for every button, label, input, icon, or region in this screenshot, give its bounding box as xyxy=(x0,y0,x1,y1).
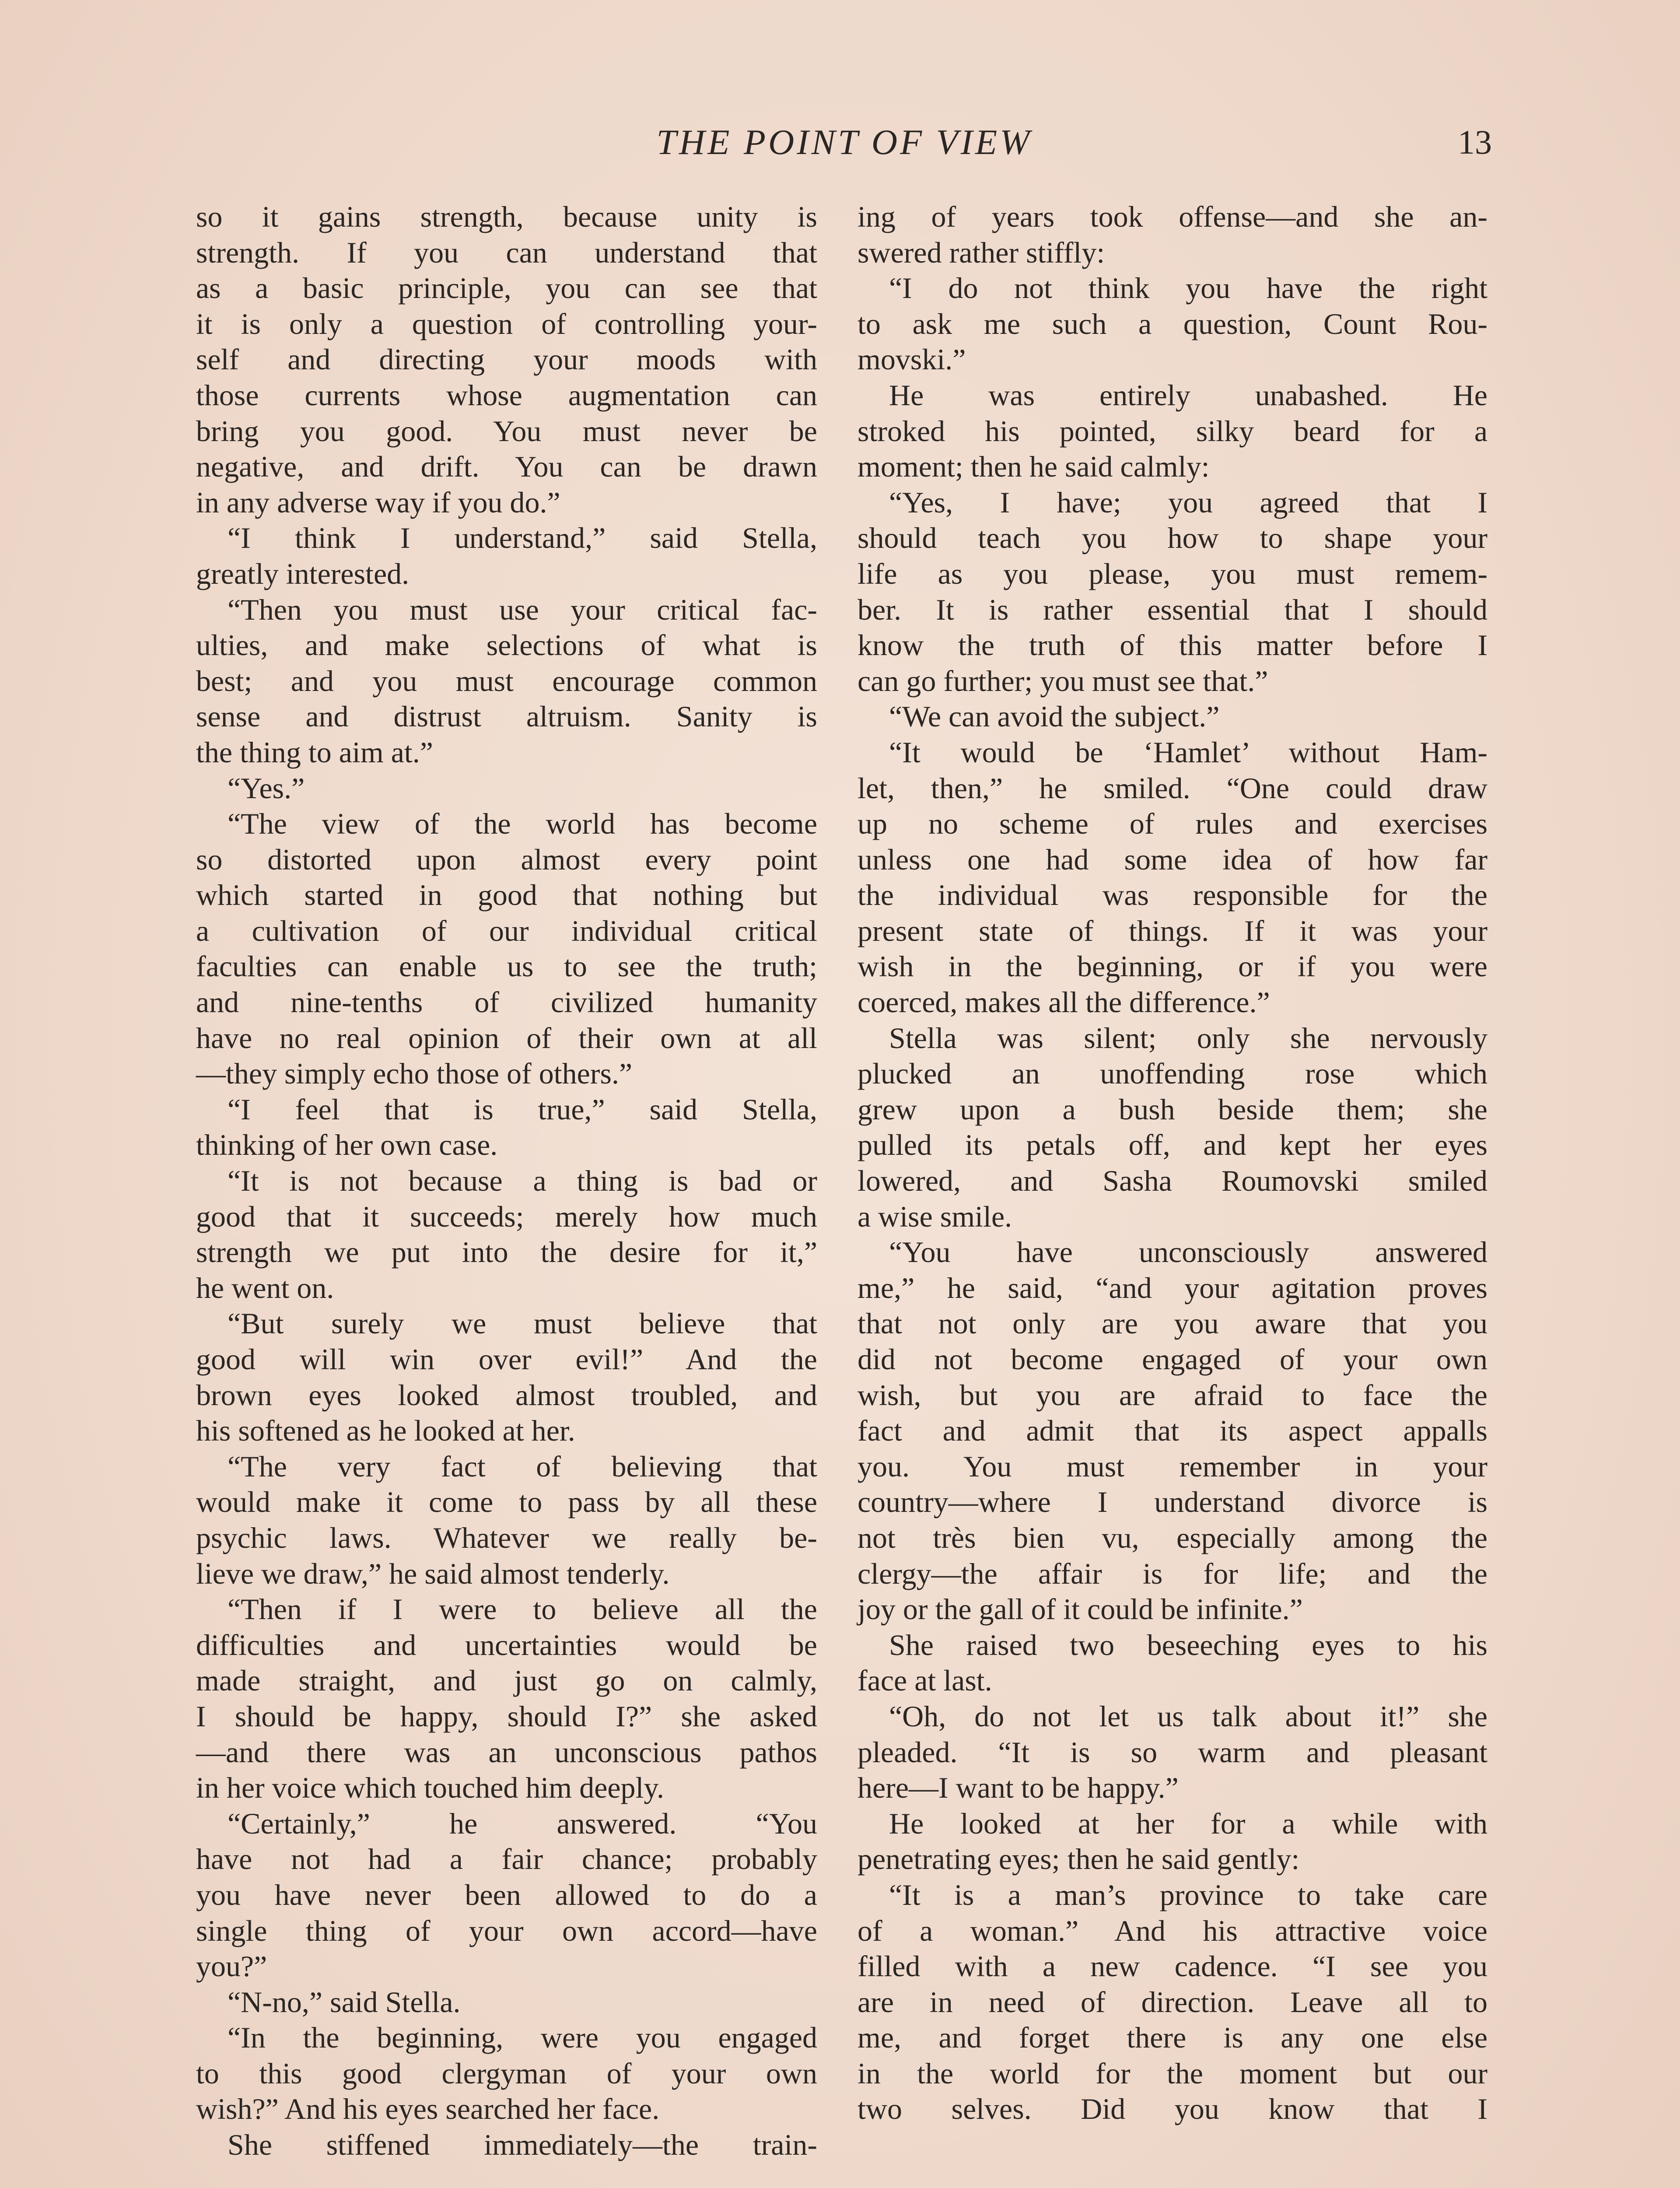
text-line: he went on. xyxy=(196,1271,334,1304)
text-line: “N-no,” said Stella. xyxy=(228,1985,461,2019)
text-line: life as you please, you must remem- xyxy=(858,557,1488,590)
text-line: ing of years took offense—and she an- xyxy=(858,200,1488,233)
text-line: “It would be ‘Hamlet’ without Ham- xyxy=(889,735,1488,769)
text-line: in the world for the moment but our xyxy=(858,2056,1488,2090)
text-line: should teach you how to shape your xyxy=(858,521,1488,555)
text-line: “It is not because a thing is bad or xyxy=(228,1164,817,1198)
running-title: THE POINT OF VIEW xyxy=(656,122,1032,162)
text-line: moment; then he said calmly: xyxy=(858,450,1210,484)
text-line: He was entirely unabashed. He xyxy=(889,378,1488,412)
text-line: a wise smile. xyxy=(858,1199,1012,1233)
text-line: pulled its petals off, and kept her eyes xyxy=(858,1128,1488,1162)
right-text-column xyxy=(858,199,1488,2127)
text-line: self and directing your moods with xyxy=(196,343,817,376)
text-line: “The view of the world has become xyxy=(228,807,817,841)
text-line: movski.” xyxy=(858,343,966,376)
text-line: that not only are you aware that you xyxy=(858,1307,1488,1340)
text-line: fact and admit that its aspect appalls xyxy=(858,1414,1488,1448)
text-line: “I feel that is true,” said Stella, xyxy=(228,1092,817,1126)
text-line: lieve we draw,” he said almost tenderly. xyxy=(196,1557,670,1590)
text-line: the thing to aim at.” xyxy=(196,735,433,769)
text-line: faculties can enable us to see the truth; xyxy=(196,950,817,983)
text-line: strength. If you can understand that xyxy=(196,235,817,269)
text-line: the individual was responsible for the xyxy=(858,878,1488,912)
text-line: you. You must remember in your xyxy=(858,1449,1488,1483)
text-line: difficulties and uncertainties would be xyxy=(196,1628,817,1662)
text-line: a cultivation of our individual critical xyxy=(196,914,817,947)
text-line: plucked an unoffending rose which xyxy=(858,1057,1488,1090)
text-line: me, and forget there is any one else xyxy=(858,2021,1488,2055)
text-line: thinking of her own case. xyxy=(196,1128,498,1162)
page-header xyxy=(197,118,1492,166)
text-line: and nine-tenths of civilized humanity xyxy=(196,985,817,1019)
text-line: She stiffened immediately—the train- xyxy=(228,2128,817,2162)
text-line: me,” he said, “and your agitation proves xyxy=(858,1271,1488,1304)
text-line: would make it come to pass by all these xyxy=(196,1485,817,1519)
text-line: sense and distrust altruism. Sanity is xyxy=(196,700,817,733)
text-line: “Yes, I have; you agreed that I xyxy=(889,485,1488,519)
text-line: single thing of your own accord—have xyxy=(196,1914,817,1947)
text-line: “In the beginning, were you engaged xyxy=(228,2021,817,2055)
text-line: present state of things. If it was your xyxy=(858,914,1488,947)
text-line: face at last. xyxy=(858,1664,992,1697)
text-line: wish, but you are afraid to face the xyxy=(858,1378,1488,1412)
text-line: “We can avoid the subject.” xyxy=(889,700,1220,733)
text-line: have no real opinion of their own at all xyxy=(196,1021,817,1055)
text-line: strength we put into the desire for it,” xyxy=(196,1235,817,1269)
text-line: know the truth of this matter before I xyxy=(858,628,1488,662)
text-line: “I do not think you have the right xyxy=(889,271,1488,305)
text-line: not très bien vu, especially among the xyxy=(858,1521,1488,1554)
text-line: you?” xyxy=(196,1950,267,1983)
text-line: of a woman.” And his attractive voice xyxy=(858,1914,1488,1947)
text-line: good will win over evil!” And the xyxy=(196,1343,817,1376)
text-line: best; and you must encourage common xyxy=(196,664,817,698)
text-line: it is only a question of controlling your- xyxy=(196,307,817,340)
text-line: are in need of direction. Leave all to xyxy=(858,1985,1488,2019)
text-line: to ask me such a question, Count Rou- xyxy=(858,307,1488,340)
text-line: which started in good that nothing but xyxy=(196,878,817,912)
text-line: to this good clergyman of your own xyxy=(196,2056,817,2090)
text-line: stroked his pointed, silky beard for a xyxy=(858,414,1488,448)
text-line: greatly interested. xyxy=(196,557,410,590)
text-line: lowered, and Sasha Roumovski smiled xyxy=(858,1164,1488,1198)
text-line: She raised two beseeching eyes to his xyxy=(889,1628,1488,1662)
text-line: did not become engaged of your own xyxy=(858,1343,1488,1376)
text-line: good that it succeeds; merely how much xyxy=(196,1199,817,1233)
text-line: can go further; you must see that.” xyxy=(858,664,1268,698)
text-line: “The very fact of believing that xyxy=(228,1449,817,1483)
text-line: in her voice which touched him deeply. xyxy=(196,1771,665,1805)
text-line: you have never been allowed to do a xyxy=(196,1878,817,1911)
text-line: “Then if I were to believe all the xyxy=(228,1592,817,1626)
text-line: “I think I understand,” said Stella, xyxy=(228,521,817,555)
text-line: have not had a fair chance; probably xyxy=(196,1842,817,1876)
left-text-column xyxy=(196,199,817,2163)
text-line: I should be happy, should I?” she asked xyxy=(196,1699,817,1733)
text-line: as a basic principle, you can see that xyxy=(196,271,817,305)
text-line: penetrating eyes; then he said gently: xyxy=(858,1842,1300,1876)
text-line: country—where I understand divorce is xyxy=(858,1485,1488,1519)
text-line: negative, and drift. You can be drawn xyxy=(196,450,817,484)
text-line: ber. It is rather essential that I should xyxy=(858,593,1488,626)
text-line: psychic laws. Whatever we really be- xyxy=(196,1521,817,1554)
text-line: wish?” And his eyes searched her face. xyxy=(196,2092,660,2126)
text-line: bring you good. You must never be xyxy=(196,414,817,448)
text-line: so it gains strength, because unity is xyxy=(196,200,817,233)
text-line: “You have unconsciously answered xyxy=(889,1235,1488,1269)
text-line: pleaded. “It is so warm and pleasant xyxy=(858,1735,1488,1769)
text-line: “Certainly,” he answered. “You xyxy=(228,1806,817,1840)
text-line: let, then,” he smiled. “One could draw xyxy=(858,771,1488,805)
text-line: in any adverse way if you do.” xyxy=(196,485,560,519)
text-line: so distorted upon almost every point xyxy=(196,842,817,876)
text-line: brown eyes looked almost troubled, and xyxy=(196,1378,817,1412)
text-line: grew upon a bush beside them; she xyxy=(858,1092,1488,1126)
text-line: unless one had some idea of how far xyxy=(858,842,1488,876)
text-line: “Oh, do not let us talk about it!” she xyxy=(889,1699,1488,1733)
text-line: those currents whose augmentation can xyxy=(196,378,817,412)
text-line: ulties, and make selections of what is xyxy=(196,628,817,662)
text-line: wish in the beginning, or if you were xyxy=(858,950,1488,983)
text-line: “But surely we must believe that xyxy=(228,1307,817,1340)
text-line: —and there was an unconscious pathos xyxy=(196,1735,817,1769)
text-line: filled with a new cadence. “I see you xyxy=(858,1950,1488,1983)
text-line: “Then you must use your critical fac- xyxy=(228,593,817,626)
text-line: swered rather stiffly: xyxy=(858,235,1105,269)
text-line: up no scheme of rules and exercises xyxy=(858,807,1488,841)
page-number: 13 xyxy=(1458,123,1492,161)
text-line: He looked at her for a while with xyxy=(889,1806,1488,1840)
text-line: made straight, and just go on calmly, xyxy=(196,1664,817,1697)
text-line: here—I want to be happy.” xyxy=(858,1771,1179,1805)
text-line: two selves. Did you know that I xyxy=(858,2092,1488,2126)
text-line: Stella was silent; only she nervously xyxy=(889,1021,1488,1055)
text-line: joy or the gall of it could be infinite.” xyxy=(858,1592,1303,1626)
text-line: “Yes.” xyxy=(228,771,305,805)
text-line: his softened as he looked at her. xyxy=(196,1414,575,1448)
text-line: “It is a man’s province to take care xyxy=(889,1878,1488,1911)
text-line: —they simply echo those of others.” xyxy=(196,1057,633,1090)
text-line: clergy—the affair is for life; and the xyxy=(858,1557,1488,1590)
text-line: coerced, makes all the difference.” xyxy=(858,985,1270,1019)
